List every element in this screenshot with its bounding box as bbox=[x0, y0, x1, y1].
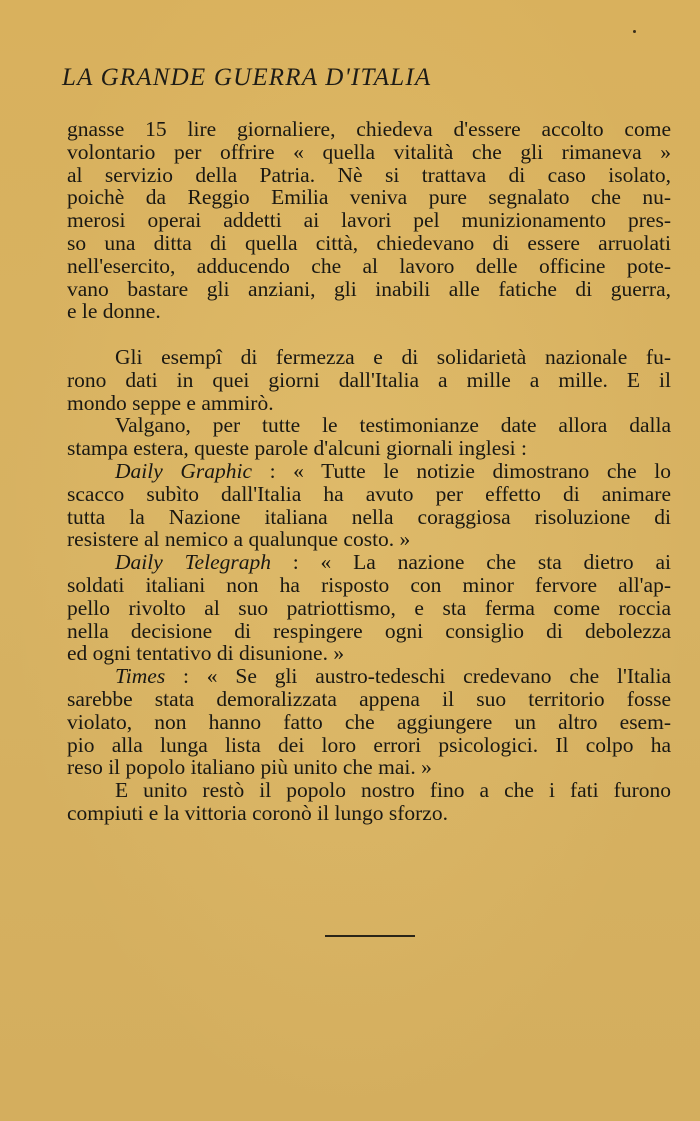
text-line: merosi operai addetti ai lavori pel munizionamento pres- bbox=[67, 208, 671, 233]
paragraph-solidarity bbox=[67, 346, 671, 414]
text-line: gnasse 15 lire giornaliere, chiedeva d'essere accolto come bbox=[67, 117, 671, 141]
quote-daily-telegraph bbox=[67, 551, 671, 665]
section-end-rule bbox=[325, 935, 415, 937]
paragraph-foreign-press bbox=[67, 414, 671, 460]
newspaper-name: Daily Graphic bbox=[115, 458, 253, 483]
running-head: LA GRANDE GUERRA D'ITALIA bbox=[62, 64, 432, 91]
paragraph-final bbox=[67, 779, 671, 825]
text-line: resistere al nemico a qualunque costo. » bbox=[67, 527, 411, 552]
text-line: pello rivolto al suo patriottismo, e sta ferma come roccia bbox=[67, 595, 671, 620]
text-line bbox=[67, 460, 671, 483]
text-line: mondo seppe e ammirò. bbox=[67, 390, 274, 415]
text-line: scacco subìto dall'Italia ha avuto per effetto di animare bbox=[67, 481, 671, 506]
newspaper-name: Times bbox=[115, 664, 166, 689]
text-line: Gli esempî di fermezza e di solidarietà nazionale fu- bbox=[115, 344, 671, 369]
text-line: reso il popolo italiano più unito che mai. » bbox=[67, 755, 432, 780]
quote-times bbox=[67, 665, 671, 779]
text-line: al servizio della Patria. Nè si trattava di caso isolato, bbox=[67, 162, 671, 187]
text-line: tutta la Nazione italiana nella coraggiosa risoluzione di bbox=[67, 504, 671, 529]
text-line: Valgano, per tutte le testimonianze date allora dalla bbox=[115, 413, 671, 438]
text-line: so una ditta di quella città, chiedevano di essere arruolati bbox=[67, 230, 671, 255]
text-line: vano bastare gli anziani, gli inabili alle fatiche di guerra, bbox=[67, 276, 671, 301]
text-line: violato, non hanno fatto che aggiungere un altro esem- bbox=[67, 709, 671, 734]
text-line: sarebbe stata demoralizzata appena il suo territorio fosse bbox=[67, 686, 671, 711]
text-line: volontario per offrire « quella vitalità che gli rimaneva » bbox=[67, 139, 671, 164]
text-line: pio alla lunga lista dei loro errori psicologici. Il colpo ha bbox=[67, 732, 671, 757]
paper-speck bbox=[633, 30, 636, 33]
text-line: compiuti e la vittoria coronò il lungo sforzo. bbox=[67, 800, 448, 825]
paragraph-continuation bbox=[67, 118, 671, 323]
text-line: nella decisione di respingere ogni consiglio di debolezza bbox=[67, 618, 671, 643]
text-line: e le donne. bbox=[67, 299, 161, 324]
text-line bbox=[67, 665, 671, 688]
text-line: ed ogni tentativo di disunione. » bbox=[67, 641, 345, 666]
quote-text: : « Se gli austro-tedeschi credevano che l'Italia bbox=[165, 664, 671, 689]
body-text bbox=[67, 118, 671, 825]
text-line: poichè da Reggio Emilia veniva pure segnalato che nu- bbox=[67, 185, 671, 210]
text-line: stampa estera, queste parole d'alcuni giornali inglesi : bbox=[67, 436, 528, 461]
quote-daily-graphic bbox=[67, 460, 671, 551]
blank-line bbox=[67, 323, 671, 346]
text-line bbox=[67, 551, 671, 574]
quote-text: : « La nazione che sta dietro ai bbox=[270, 550, 671, 575]
text-line: E unito restò il popolo nostro fino a che i fati furono bbox=[115, 778, 671, 803]
newspaper-name: Daily Telegraph bbox=[115, 550, 271, 575]
text-line: rono dati in quei giorni dall'Italia a mille a mille. E il bbox=[67, 367, 671, 392]
quote-text: : « Tutte le notizie dimostrano che lo bbox=[252, 458, 671, 483]
text-line: soldati italiani non ha risposto con minor fervore all'ap- bbox=[67, 572, 671, 597]
text-line: nell'esercito, adducendo che al lavoro delle officine pote- bbox=[67, 253, 671, 278]
